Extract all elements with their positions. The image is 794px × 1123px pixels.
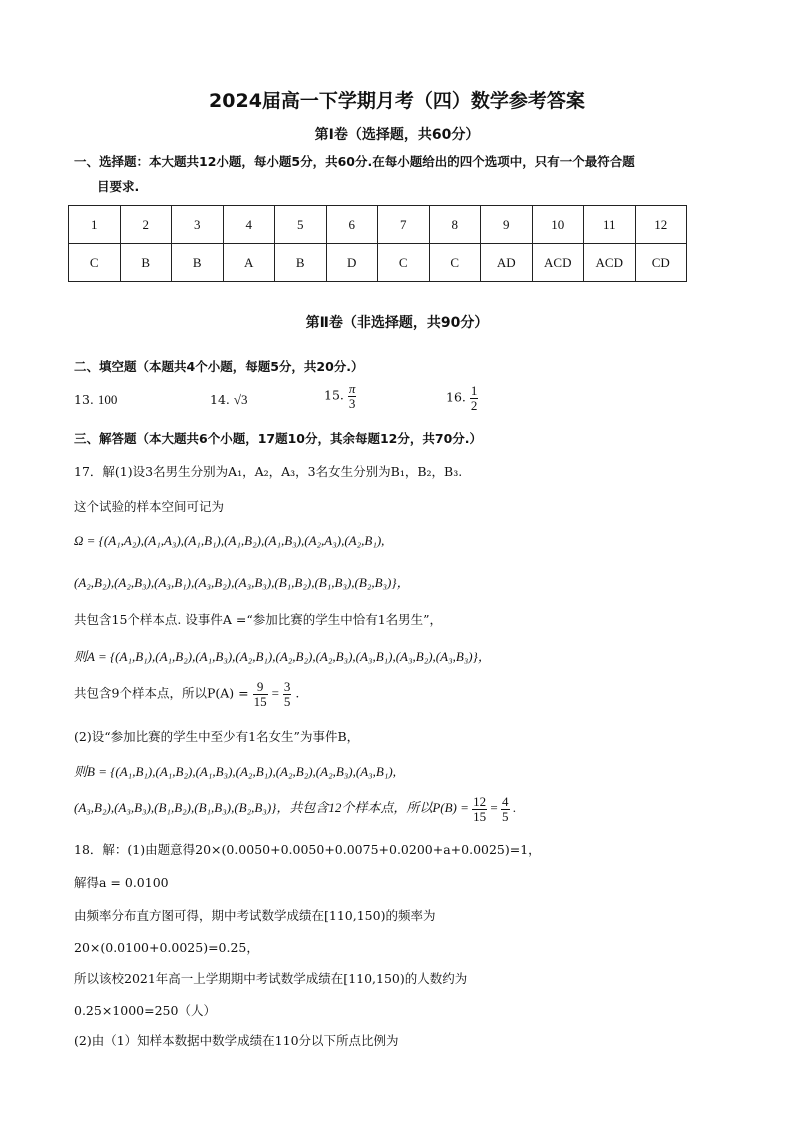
q17-prob-a-text: 共包含9个样本点，所以P(A) =	[74, 685, 249, 701]
q17-sample-space-1: Ω = {(A₁,A₂),(A₁,A₃),(A₁,B₁),(A₁,B₂),(A₁,B₃),(A₂,A₃),(A₂,B₁),	[74, 533, 385, 548]
q17-event-a: 则A = {(A₁,B₁),(A₁,B₂),(A₁,B₃),(A₂,B₁),(A₂,B₂),(A₂,B₃),(A₃,B₁),(A₃,B₂),(A₃,B₃)}，	[74, 649, 491, 664]
q18-line-4: 20×(0.0100+0.0025)=0.25，	[74, 940, 259, 955]
q17-prob-b-frac1	[472, 795, 487, 823]
choice-instructions-line2: 目要求.	[97, 179, 140, 194]
question-number: 7	[378, 206, 430, 244]
denominator: 5	[283, 693, 291, 709]
denominator: 5	[502, 808, 509, 824]
fill-q15	[324, 382, 356, 410]
answer-table	[68, 205, 687, 282]
q15-fraction	[348, 382, 357, 410]
q16-denominator: 2	[470, 397, 478, 413]
section-1-heading: 第Ⅰ卷（选择题，共60分）	[314, 127, 480, 143]
q15-denominator: 3	[348, 395, 356, 411]
answer-table-numbers-row	[69, 206, 687, 244]
equals-sign: =	[271, 685, 279, 701]
fill-q16	[446, 384, 478, 412]
answer-cell: AD	[481, 244, 533, 282]
question-number: 8	[429, 206, 481, 244]
answer-cell: C	[69, 244, 121, 282]
question-number: 6	[326, 206, 378, 244]
numerator: 4	[502, 794, 509, 809]
numerator: 3	[283, 679, 291, 694]
answer-cell: D	[326, 244, 378, 282]
question-number: 9	[481, 206, 533, 244]
answer-cell: A	[223, 244, 275, 282]
q18-line-7: (2)由（1）知样本数据中数学成绩在110分以下所点比例为	[74, 1033, 399, 1048]
solve-heading: 三、解答题（本大题共6个小题，17题10分，其余每题12分，共70分.）	[74, 431, 483, 446]
question-number: 4	[223, 206, 275, 244]
q18-line-1: 18．解：(1)由题意得20×(0.0050+0.0050+0.0075+0.0200+a+0.0025)=1，	[74, 842, 541, 857]
answer-cell: B	[172, 244, 224, 282]
numerator: 12	[473, 794, 487, 809]
question-number: 11	[584, 206, 636, 244]
q15-numerator: π	[348, 381, 356, 396]
period: .	[512, 800, 517, 816]
q17-line-2: 这个试验的样本空间可记为	[74, 499, 225, 514]
question-number: 3	[172, 206, 224, 244]
period: .	[295, 685, 300, 701]
q18-line-3: 由频率分布直方图可得，期中考试数学成绩在[110,150)的频率为	[74, 908, 436, 923]
q17-line-8: (2)设“参加比赛的学生中至少有1名女生”为事件B，	[74, 729, 360, 744]
denominator: 15	[473, 808, 487, 824]
q16-fraction	[470, 384, 479, 412]
q15-label: 15.	[324, 387, 344, 403]
q17-sample-space-2: (A₂,B₂),(A₂,B₃),(A₃,B₁),(A₃,B₂),(A₃,B₃),(B₁,B₂),(B₁,B₃),(B₂,B₃)}，	[74, 575, 410, 590]
q17-prob-a-frac2	[283, 680, 292, 708]
q16-numerator: 1	[470, 383, 478, 398]
answer-cell: CD	[635, 244, 687, 282]
answer-cell: C	[378, 244, 430, 282]
choice-instructions-line1: 一、选择题：本大题共12小题，每小题5分，共60分.在每小题给出的四个选项中，只有一个最符合题	[74, 154, 635, 169]
answer-cell: B	[120, 244, 172, 282]
q18-line-5: 所以该校2021年高一上学期期中考试数学成绩在[110,150)的人数约为	[74, 971, 468, 986]
q18-line-6: 0.25×1000=250（人）	[74, 1003, 216, 1018]
fill-heading: 二、填空题（本题共4个小题，每题5分，共20分.）	[74, 359, 364, 374]
q18-line-2: 解得a = 0.0100	[74, 875, 169, 890]
question-number: 2	[120, 206, 172, 244]
q17-event-b-2	[74, 795, 516, 823]
q16-label: 16.	[446, 389, 466, 405]
fill-q13	[74, 392, 117, 408]
equals-sign: =	[490, 800, 498, 816]
page-title: 2024届高一下学期月考（四）数学参考答案	[209, 90, 585, 112]
q17-line-1: 17．解(1)设3名男生分别为A₁，A₂，A₃，3名女生分别为B₁，B₂，B₃.	[74, 464, 463, 479]
question-number: 10	[532, 206, 584, 244]
q14-label: 14.	[210, 392, 230, 407]
q17-prob-b-frac2	[501, 795, 510, 823]
section-2-heading: 第Ⅱ卷（非选择题，共90分）	[305, 315, 489, 331]
question-number: 5	[275, 206, 327, 244]
answer-cell: C	[429, 244, 481, 282]
q13-answer: 100	[97, 392, 118, 407]
answer-cell: ACD	[584, 244, 636, 282]
denominator: 15	[253, 693, 267, 709]
q17-prob-a-frac1	[253, 680, 268, 708]
answer-cell: B	[275, 244, 327, 282]
numerator: 9	[253, 680, 268, 695]
q17-line-5: 共包含15个样本点. 设事件A =“参加比赛的学生中恰有1名男生”，	[74, 612, 443, 627]
answer-table-answers-row	[69, 244, 687, 282]
q17-event-b-1: 则B = {(A₁,B₁),(A₁,B₂),(A₁,B₃),(A₂,B₁),(A₂,B₂),(A₂,B₃),(A₃,B₁),	[74, 764, 396, 779]
q13-label: 13.	[74, 392, 94, 407]
fill-q14	[210, 392, 248, 408]
q14-answer: √3	[233, 392, 248, 407]
answer-cell: ACD	[532, 244, 584, 282]
question-number: 12	[635, 206, 687, 244]
q17-event-b-2-text: (A₃,B₂),(A₃,B₃),(B₁,B₂),(B₁,B₃),(B₂,B₃)}，共包含12个样本点，所以P(B) =	[74, 800, 469, 816]
question-number: 1	[69, 206, 121, 244]
q17-probability-a	[74, 680, 299, 708]
